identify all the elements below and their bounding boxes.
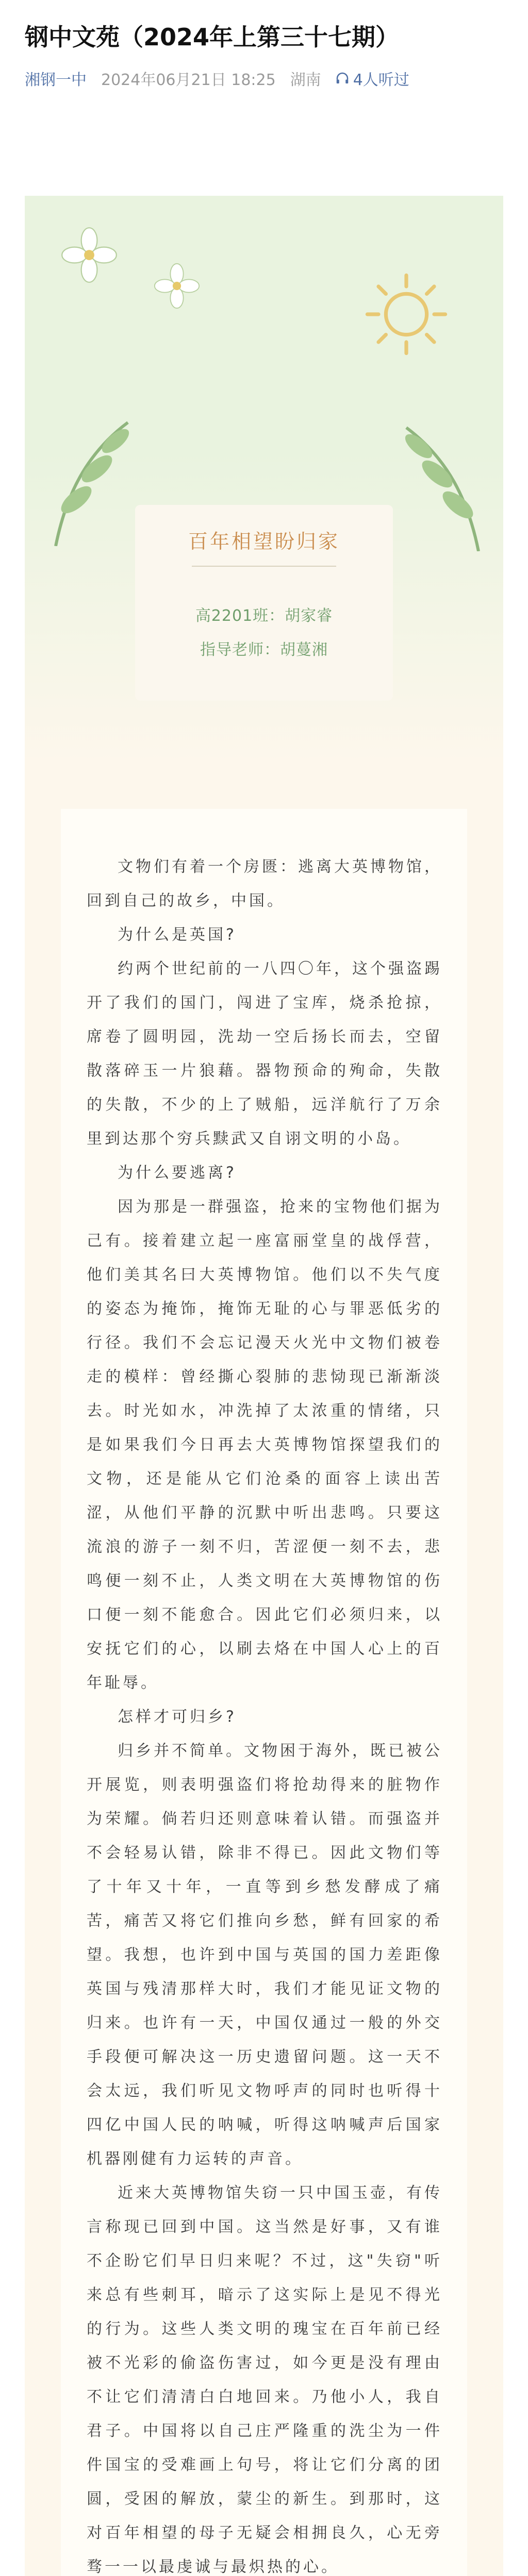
article-meta — [25, 67, 503, 90]
teacher-byline: 指导老师：胡蔓湘 — [200, 641, 328, 659]
paragraph: 归乡并不简单。文物困于海外，既已被公开展览，则表明强盗们将抢劫得来的脏物作为荣耀。倘若归还则意味着认错。而强盗并不会轻易认错，除非不得已。因此文物们等了十年又十年，一直等到乡愁发酵成了痛苦，痛苦又将它们推向乡愁，鲜有回家的希望。我想，也许到中国与英国的国力差距像英国与残清那样大时，我们才能见证文物的归来。也许有一天，中国仅通过一般的外交手段便可解决这一历史遗留问题。这一天不会太远，我们听见文物呼声的同时也听得十四亿中国人民的呐喊，听得这呐喊声后国家机器刚健有力运转的声音。 — [87, 1742, 442, 2168]
publish-date: 2024年06月21日 18:25 — [101, 71, 276, 89]
flower-decoration-icon — [154, 263, 200, 309]
essay-body — [87, 850, 442, 2576]
article-header — [0, 0, 528, 185]
author-byline: 高2201班：胡家睿 — [195, 607, 333, 625]
essay-title: 百年相望盼归家 — [188, 530, 340, 553]
headphones-icon — [335, 71, 350, 86]
listen-count[interactable] — [335, 67, 409, 90]
leaf-decoration-icon — [35, 412, 138, 546]
paragraph: 近来大英博物馆失窃一只中国玉壶，有传言称现已回到中国。这当然是好事，又有谁不企盼它们早日归来呢？不过，这"失窃"听来总有些刺耳，暗示了这实际上是见不得光的行为。这些人类文明的瑰宝在百年前已经被不光彩的偷盗伤害过，如今更是没有理由不让它们清清白白地回来。乃他小人，我自君子。中国将以自己庄严隆重的洗尘为一件件国宝的受难画上句号，将让它们分离的团圆，受困的解放，蒙尘的新生。到那时，这对百年相望的母子无疑会相拥良久，心无旁骛一一以最虔诚与最炽热的心。 — [87, 2184, 442, 2576]
leaf-decoration-icon — [396, 417, 499, 551]
paragraph: 为什么要逃离? — [118, 1164, 237, 1182]
account-link[interactable]: 湘钢一中 — [25, 71, 87, 89]
title-plate — [135, 505, 393, 701]
paragraph: 约两个世纪前的一八四〇年，这个强盗踢开了我们的国门，闯进了宝库，烧杀抢掠，席卷了圆明园，洗劫一空后扬长而去，空留散落碎玉一片狼藉。器物预命的殉命，失散的失散，不少的上了贼船，远洋航行了万余里到达那个穷兵黩武又自诩文明的小岛。 — [87, 960, 442, 1148]
paragraph: 为什么是英国? — [118, 926, 237, 944]
divider — [192, 566, 336, 567]
article-title: 钢中文苑（2024年上第三十七期） — [25, 23, 400, 51]
paragraph: 怎样才可归乡? — [118, 1708, 237, 1726]
paragraph: 文物们有着一个房匮：逃离大英博物馆，回到自己的故乡，中国。 — [87, 858, 442, 910]
publish-location: 湖南 — [290, 71, 321, 89]
listen-count-label: 4人听过 — [353, 71, 409, 89]
sun-icon — [360, 268, 453, 361]
flower-decoration-icon — [61, 227, 118, 283]
paragraph: 因为那是一群强盗，抢来的宝物他们据为己有。接着建立起一座富丽堂皇的战俘营，他们美其名曰大英博物馆。他们以不失气度的姿态为掩饰，掩饰无耻的心与罪恶低劣的行径。我们不会忘记漫天火光中文物们被卷走的模样：曾经撕心裂肺的悲恸现已渐渐淡去。时光如水，冲洗掉了太浓重的情绪，只是如果我们今日再去大英博物馆探望我们的文物，还是能从它们沧桑的面容上读出苦涩，从他们平静的沉默中听出悲鸣。只要这流浪的游子一刻不归，苦涩便一刻不去，悲鸣便一刻不止，人类文明在大英博物馆的伤口便一刻不能愈合。因此它们必须归来，以安抚它们的心，以刷去烙在中国人心上的百年耻辱。 — [87, 1198, 442, 1692]
